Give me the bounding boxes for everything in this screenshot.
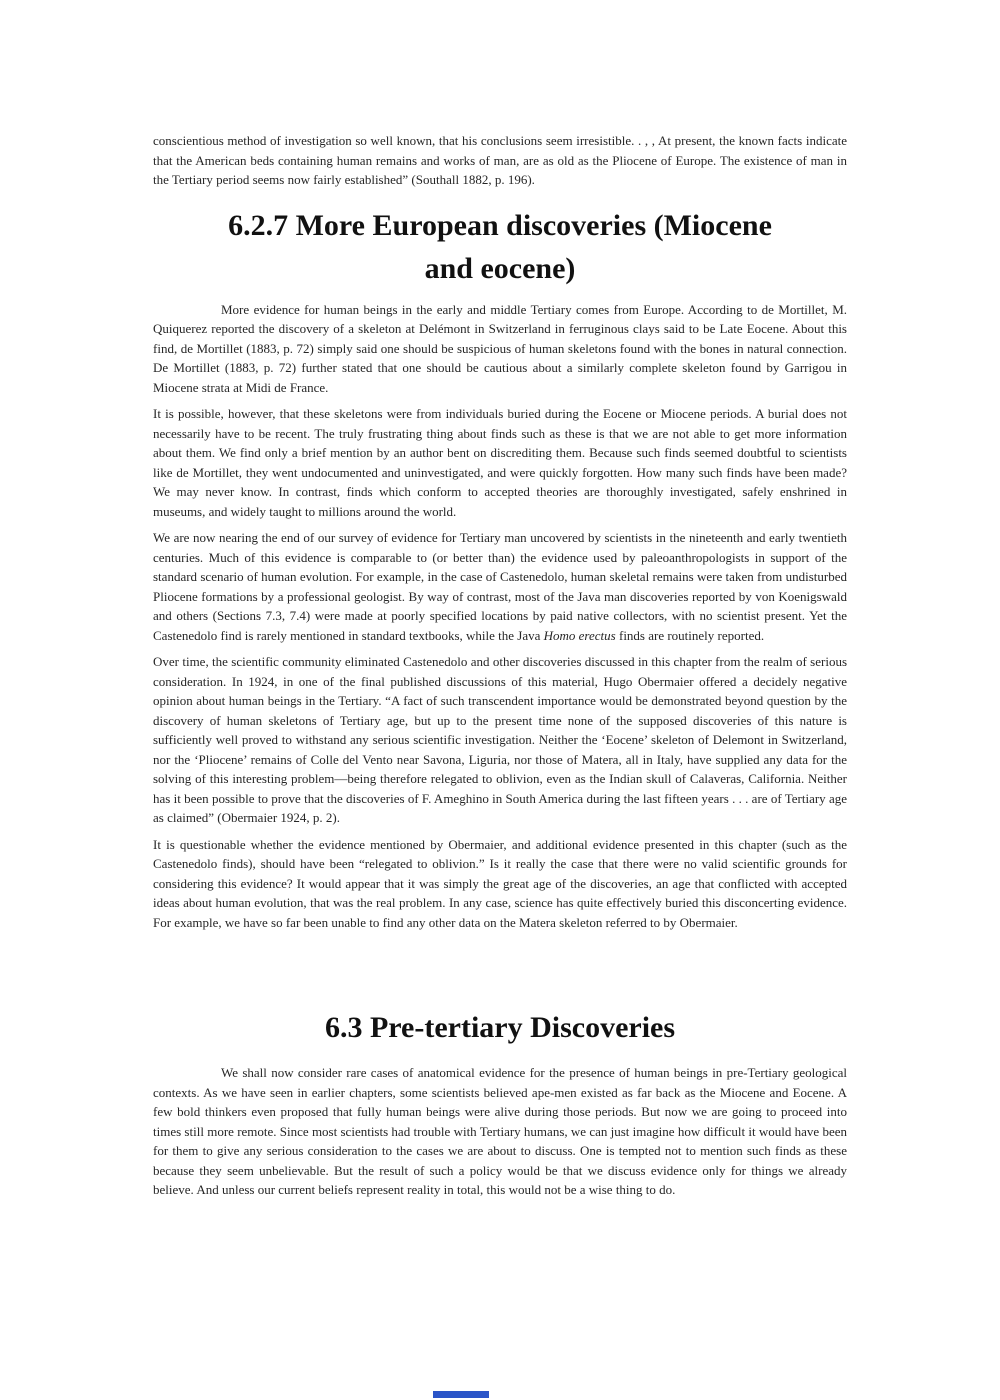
paragraph-pretertiary-intro: We shall now consider rare cases of anatomical evidence for the presence of human beings in pre-Tertiary geological contexts. As we have seen in earlier chapters, some scientists believed ape-men existed as far back as the Miocene and Eocene. A few bold thinkers even proposed that fully human beings were alive during those periods. But now we are going to proceed into times still more remote. Since most scientists had trouble with Tertiary humans, we can just imagine how difficult it would have been for them to give any serious consideration to the cases we are about to discuss. One is tempted not to mention such finds as these because they seem unbelievable. But the result of such a policy would be that we discuss evidence only for things we already believe. And unless our current beliefs represent reality in total, this would not be a wise thing to do. <box>153 1065 847 1197</box>
paragraph-more-evidence: More evidence for human beings in the early and middle Tertiary comes from Europe. According to de Mortillet, M. Quiquerez reported the discovery of a skeleton at Delémont in Switzerland in ferruginous clays said to be Late Eocene. About this find, de Mortillet (1883, p. 72) simply said one should be suspicious of human skeletons found with the bones in natural connection. De Mortillet (1883, p. 72) further stated that one should be cautious about a similarly complete skeleton found by Garrigou in Miocene strata at Midi de France. <box>153 301 847 395</box>
paragraph-survey-end-tail: finds are routinely reported. <box>615 627 765 643</box>
section-heading-6-2-7 <box>153 204 847 290</box>
heading-line-1: 6.2.7 More European discoveries (Miocene <box>228 208 772 242</box>
paragraph-questionable-evidence: It is questionable whether the evidence mentioned by Obermaier, and additional evidence presented in this chapter (such as the Castenedolo finds), should have been “relegated to oblivion.” Is it really the case that there were no valid scientific grounds for considering this evidence? It would appear that it was simply the great age of the discoveries, an age that conflicted with accepted ideas about human evolution, that was the real problem. In any case, science has quite effectively buried this disconcerting evidence. For example, we have so far been unable to find any other data on the Matera skeleton referred to by Obermaier. <box>153 836 847 930</box>
section-heading-6-3: 6.3 Pre-tertiary Discoveries <box>324 1011 676 1044</box>
heading-line-2: and eocene) <box>424 251 576 285</box>
paragraph-possible-skeletons: It is possible, however, that these skeletons were from individuals buried during the Eocene or Miocene periods. A burial does not necessarily have to be recent. The truly frustrating thing about finds such as these is that we are not able to get more information about them. We find only a brief mention by an author bent on discrediting them. Because such finds seemed doubtful to scientists like de Mortillet, they went undocumented and uninvestigated, and were quickly forgotten. How many such finds have been made? We may never know. In contrast, finds which conform to accepted theories are thoroughly investigated, safely enshrined in museums, and widely taught to millions around the world. <box>153 406 847 519</box>
paragraph-survey-end <box>153 528 847 645</box>
intro-continuation-paragraph: conscientious method of investigation so well known, that his conclusions seem irresistible. . , , At present, the known facts indicate that the American beds containing human remains and works of man, are as old as the Pliocene of Europe. The existence of man in the Tertiary period seems now fairly established” (Southall 1882, p. 196). <box>153 133 847 187</box>
paragraph-survey-end-text: We are now nearing the end of our survey of evidence for Tertiary man uncovered by scientists in the nineteenth and early twentieth centuries. Much of this evidence is comparable to (or better than) the evidence used by paleoanthropologists in support of the standard scenario of human evolution. For example, in the case of Castenedolo, human skeletal remains were taken from undisturbed Pliocene formations by a professional geologist. By way of contrast, most of the Java man discoveries reported by von Koenigswald and others (Sections 7.3, 7.4) were made at poorly specified locations by paid native collectors, with no scientist present. Yet the Castenedolo find is rarely mentioned in standard textbooks, while the Java <box>153 530 847 643</box>
paragraph-obermaier-quote: Over time, the scientific community eliminated Castenedolo and other discoveries discussed in this chapter from the realm of serious consideration. In 1924, in one of the final published discussions of this material, Hugo Obermaier offered a decidely negative opinion about human beings in the Tertiary. “A fact of such transcendent importance would be demonstrated beyond question by the discovery of human skeletons of Tertiary age, but up to the present time none of the supposed discoveries of this nature is sufficiently well proved to withstand any serious scientific investigation. Neither the ‘Eocene’ skeleton of Delemont in Switzerland, nor the ‘Pliocene’ remains of Colle del Vento near Savona, Liguria, nor those of Matera, all in Italy, have supplied any data for the solving of this interesting problem—being therefore relegated to oblivion, even as the Indian skull of Calaveras, California. Neither has it been possible to prove that the discoveries of F. Ameghino in South America during the last fifteen years . . . are of Tertiary age as claimed” (Obermaier 1924, p. 2). <box>153 654 847 825</box>
homo-erectus-italic: Homo erectus <box>543 627 616 643</box>
page-bottom-marker <box>433 1391 489 1398</box>
